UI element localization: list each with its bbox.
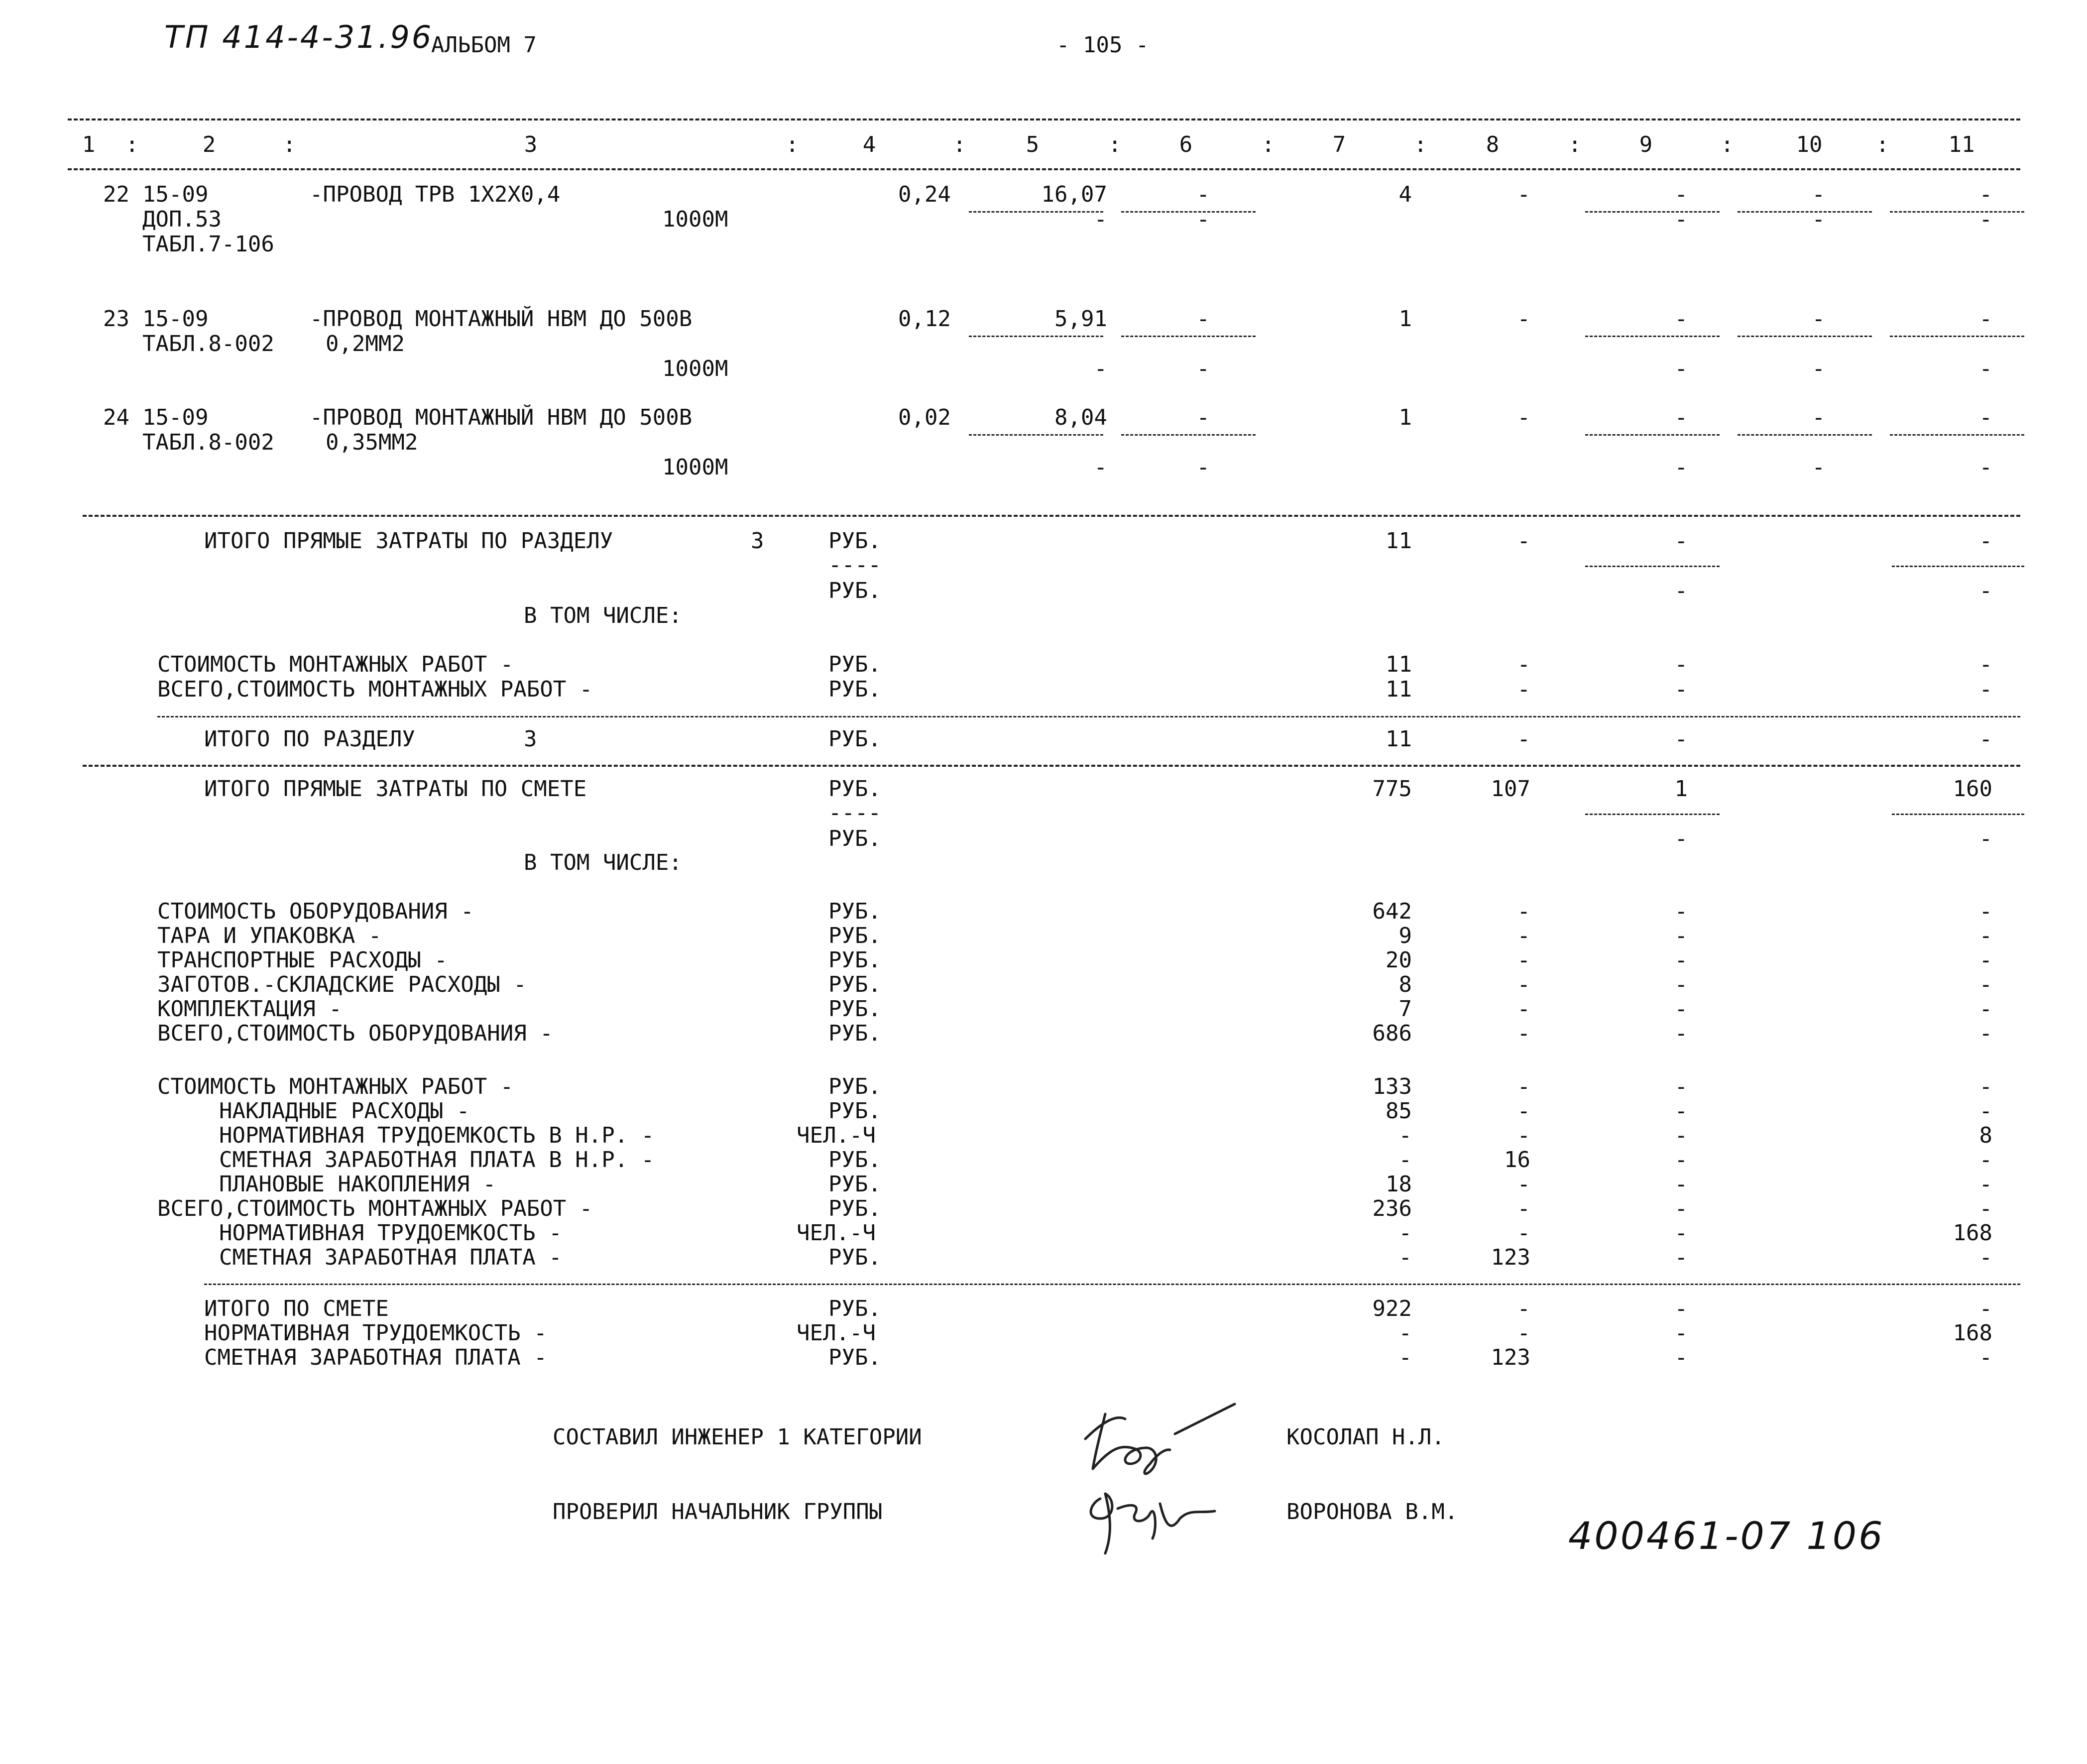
equipment-c11: - [1979, 1021, 1992, 1046]
including-label: В ТОМ ЧИСЛЕ: [524, 850, 682, 875]
column-separator: : [1108, 132, 1122, 157]
estimate-sub-c9: - [1674, 826, 1688, 851]
installation-c8: - [1517, 1196, 1530, 1221]
equipment-line-label: ЗАГОТОВ.-СКЛАДСКИЕ РАСХОДЫ - [157, 972, 527, 997]
equipment-c9: - [1674, 996, 1688, 1022]
installation-c7: 133 [1372, 1074, 1412, 1099]
row-name-spec: 0,35ММ2 [326, 430, 418, 455]
equipment-line-label: СТОИМОСТЬ ОБОРУДОВАНИЯ - [157, 899, 474, 924]
unit-label: РУБ. [828, 1296, 881, 1321]
equipment-c7: 8 [1398, 972, 1412, 997]
unit-label: РУБ. [828, 1098, 881, 1124]
equipment-c8: - [1517, 972, 1530, 997]
installation-c11: - [1979, 1147, 1992, 1173]
cell-sub-c6: - [1196, 207, 1210, 232]
row-ref: ТАБЛ.7-106 [142, 232, 274, 257]
cell-c11: - [1979, 405, 1992, 430]
equipment-c11: - [1979, 996, 1992, 1022]
estimate-total-c8: 123 [1491, 1345, 1530, 1370]
section-direct-c9: - [1674, 528, 1688, 554]
cell-subrule [1585, 566, 1720, 567]
column-separator: : [1262, 132, 1275, 157]
cell-c4: 0,24 [898, 182, 951, 207]
installation-c8: 16 [1504, 1147, 1530, 1173]
row-name-spec: 0,2ММ2 [326, 331, 405, 356]
installation-c9: - [1674, 1147, 1688, 1173]
column-header-9: 9 [1639, 132, 1653, 157]
signature-compiled [1070, 1394, 1240, 1479]
section-line-c11: - [1979, 652, 1992, 677]
row-number: 23 [103, 306, 129, 332]
column-header-4: 4 [862, 132, 876, 157]
estimate-top-rule [83, 765, 2020, 767]
cell-c11: - [1979, 182, 1992, 207]
row-unit: 1000М [662, 207, 728, 232]
installation-c7: 18 [1386, 1172, 1412, 1197]
row-unit: 1000М [662, 356, 728, 381]
cell-c10: - [1812, 405, 1825, 430]
cell-c8: - [1517, 306, 1530, 332]
cell-subrule [1890, 336, 2024, 337]
cell-c4: 0,02 [898, 405, 951, 430]
equipment-c7: 686 [1372, 1021, 1412, 1046]
estimate-total-c7: 922 [1372, 1296, 1412, 1321]
estimate-total-rule [204, 1284, 2020, 1285]
unit-label: РУБ. [828, 1074, 881, 1099]
equipment-c7: 7 [1398, 996, 1412, 1022]
row-ref: ТАБЛ.8-002 [142, 430, 274, 455]
row-ref: ДОП.53 [142, 207, 222, 232]
row-code: 15-09 [142, 405, 209, 430]
cell-sub-c10: - [1812, 455, 1825, 480]
cell-c9: - [1674, 405, 1688, 430]
installation-c9: - [1674, 1098, 1688, 1124]
cell-subrule [1585, 434, 1720, 436]
column-separator: : [953, 132, 966, 157]
unit-label: РУБ. [828, 1245, 881, 1270]
installation-c7: - [1398, 1245, 1412, 1270]
unit-rub: РУБ. [828, 826, 881, 851]
installation-c9: - [1674, 1245, 1688, 1270]
installation-line-label: СМЕТНАЯ ЗАРАБОТНАЯ ПЛАТА - [219, 1245, 562, 1270]
cell-subrule [1121, 434, 1256, 436]
unit-label: РУБ. [828, 1172, 881, 1197]
column-header-6: 6 [1179, 132, 1193, 157]
cell-subrule [1892, 566, 2024, 567]
installation-line-label: НАКЛАДНЫЕ РАСХОДЫ - [219, 1098, 470, 1124]
row-name: -ПРОВОД ТРВ 1X2X0,4 [310, 182, 561, 207]
equipment-c8: - [1517, 1021, 1530, 1046]
unit-rub: РУБ. [828, 947, 881, 973]
row-number: 22 [103, 182, 129, 207]
row-code: 15-09 [142, 182, 209, 207]
unit-label: РУБ. [828, 1196, 881, 1221]
cell-c4: 0,12 [898, 306, 951, 332]
unit-rub: РУБ. [828, 972, 881, 997]
section-line-label: СТОИМОСТЬ МОНТАЖНЫХ РАБОТ - [157, 652, 514, 677]
estimate-total-label: НОРМАТИВНАЯ ТРУДОЕМКОСТЬ - [204, 1320, 547, 1346]
installation-c11: - [1979, 1074, 1992, 1099]
column-header-8: 8 [1486, 132, 1500, 157]
section-line-c7: 11 [1386, 652, 1412, 677]
compiled-label: СОСТАВИЛ ИНЖЕНЕР 1 КАТЕГОРИИ [553, 1424, 922, 1450]
cell-subrule [969, 434, 1103, 436]
page-number: - 105 - [1056, 32, 1149, 58]
unit-rub: РУБ. [828, 996, 881, 1022]
column-header-2: 2 [202, 132, 216, 157]
cell-sub-c5: - [1094, 356, 1107, 381]
cell-sub-c9: - [1674, 356, 1688, 381]
row-ref: ТАБЛ.8-002 [142, 331, 274, 356]
column-header-10: 10 [1796, 132, 1823, 157]
equipment-c9: - [1674, 923, 1688, 948]
stamp-code: 400461-07 106 [1568, 1514, 1885, 1558]
column-separator: : [125, 132, 139, 157]
installation-c8: - [1517, 1074, 1530, 1099]
section-total-rule [157, 716, 2020, 717]
installation-line-label: СМЕТНАЯ ЗАРАБОТНАЯ ПЛАТА В Н.Р. - [219, 1147, 655, 1173]
installation-c7: - [1398, 1220, 1412, 1246]
row-name: -ПРОВОД МОНТАЖНЫЙ НВМ ДО 500В [310, 306, 693, 332]
estimate-total-c9: - [1674, 1296, 1688, 1321]
equipment-c7: 9 [1398, 923, 1412, 948]
section-direct-label: ИТОГО ПРЯМЫЕ ЗАТРАТЫ ПО РАЗДЕЛУ [204, 528, 613, 554]
cell-c9: - [1674, 306, 1688, 332]
column-separator: : [1876, 132, 1889, 157]
equipment-line-label: ТРАНСПОРТНЫЕ РАСХОДЫ - [157, 947, 448, 973]
cell-subrule [1121, 336, 1256, 337]
column-header-3: 3 [524, 132, 538, 157]
unit-rub: РУБ. [828, 726, 881, 752]
installation-c7: - [1398, 1123, 1412, 1148]
cell-c5: 16,07 [1041, 182, 1107, 207]
cell-c7: 4 [1398, 182, 1412, 207]
unit-dash: ---- [828, 552, 881, 578]
section-line-c9: - [1674, 677, 1688, 702]
installation-c7: 236 [1372, 1196, 1412, 1221]
estimate-direct-c7: 775 [1372, 776, 1412, 802]
equipment-c11: - [1979, 899, 1992, 924]
section-direct-c8: - [1517, 528, 1530, 554]
section-sub-c11: - [1979, 578, 1992, 603]
installation-c9: - [1674, 1172, 1688, 1197]
equipment-c8: - [1517, 923, 1530, 948]
section-top-rule [83, 515, 2020, 517]
estimate-direct-label: ИТОГО ПРЯМЫЕ ЗАТРАТЫ ПО СМЕТЕ [204, 776, 587, 802]
equipment-c9: - [1674, 1021, 1688, 1046]
estimate-sub-c11: - [1979, 826, 1992, 851]
equipment-c8: - [1517, 899, 1530, 924]
equipment-c8: - [1517, 996, 1530, 1022]
cell-c6: - [1196, 405, 1210, 430]
equipment-c11: - [1979, 972, 1992, 997]
estimate-total-c9: - [1674, 1320, 1688, 1346]
cell-sub-c11: - [1979, 207, 1992, 232]
section-number: 3 [524, 726, 537, 752]
estimate-total-c8: - [1517, 1320, 1530, 1346]
installation-c8: - [1517, 1172, 1530, 1197]
album-label: АЛЬБОМ 7 [431, 32, 537, 58]
equipment-line-label: ТАРА И УПАКОВКА - [157, 923, 382, 948]
equipment-c7: 642 [1372, 899, 1412, 924]
checked-name: ВОРОНОВА В.М. [1286, 1499, 1458, 1525]
column-separator: : [1568, 132, 1582, 157]
equipment-c9: - [1674, 899, 1688, 924]
equipment-line-label: КОМПЛЕКТАЦИЯ - [157, 996, 342, 1022]
cell-c9: - [1674, 182, 1688, 207]
installation-c9: - [1674, 1220, 1688, 1246]
cell-c7: 1 [1398, 405, 1412, 430]
unit-rub: РУБ. [828, 652, 881, 677]
cell-sub-c5: - [1094, 207, 1107, 232]
section-total-c11: - [1979, 726, 1992, 752]
unit-dash: ---- [828, 800, 881, 825]
header-bottom-rule [68, 168, 2020, 170]
installation-c8: - [1517, 1123, 1530, 1148]
cell-sub-c11: - [1979, 356, 1992, 381]
cell-sub-c10: - [1812, 207, 1825, 232]
installation-line-label: СТОИМОСТЬ МОНТАЖНЫХ РАБОТ - [157, 1074, 514, 1099]
row-name: -ПРОВОД МОНТАЖНЫЙ НВМ ДО 500В [310, 405, 693, 430]
section-line-c8: - [1517, 677, 1530, 702]
estimate-total-label: СМЕТНАЯ ЗАРАБОТНАЯ ПЛАТА - [204, 1345, 547, 1370]
section-sub-c9: - [1674, 578, 1688, 603]
section-number: 3 [751, 528, 764, 554]
row-unit: 1000М [662, 455, 728, 480]
installation-c8: - [1517, 1220, 1530, 1246]
cell-sub-c9: - [1674, 207, 1688, 232]
installation-line-label: ВСЕГО,СТОИМОСТЬ МОНТАЖНЫХ РАБОТ - [157, 1196, 593, 1221]
section-total-c9: - [1674, 726, 1688, 752]
cell-c6: - [1196, 306, 1210, 332]
installation-c8: - [1517, 1098, 1530, 1124]
cell-sub-c11: - [1979, 455, 1992, 480]
estimate-direct-c11: 160 [1953, 776, 1992, 802]
cell-c7: 1 [1398, 306, 1412, 332]
section-total-c7: 11 [1386, 726, 1412, 752]
estimate-direct-c9: 1 [1674, 776, 1688, 802]
unit-label: РУБ. [828, 1147, 881, 1173]
installation-line-label: НОРМАТИВНАЯ ТРУДОЕМКОСТЬ - [219, 1220, 562, 1246]
unit-label: ЧЕЛ.-Ч [797, 1123, 876, 1148]
section-total-c8: - [1517, 726, 1530, 752]
including-label: В ТОМ ЧИСЛЕ: [524, 603, 682, 628]
column-header-5: 5 [1026, 132, 1040, 157]
cell-c11: - [1979, 306, 1992, 332]
header-top-rule [68, 118, 2020, 120]
signature-checked [1070, 1474, 1220, 1558]
section-direct-c7: 11 [1386, 528, 1412, 554]
cell-subrule [1890, 434, 2024, 436]
compiled-name: КОСОЛАП Н.Л. [1286, 1424, 1445, 1450]
cell-sub-c9: - [1674, 455, 1688, 480]
installation-c9: - [1674, 1196, 1688, 1221]
equipment-c9: - [1674, 972, 1688, 997]
unit-rub: РУБ. [828, 528, 881, 554]
cell-subrule [1738, 336, 1872, 337]
cell-c6: - [1196, 182, 1210, 207]
installation-c8: 123 [1491, 1245, 1530, 1270]
section-line-c9: - [1674, 652, 1688, 677]
equipment-c7: 20 [1386, 947, 1412, 973]
equipment-c8: - [1517, 947, 1530, 973]
estimate-total-label: ИТОГО ПО СМЕТЕ [204, 1296, 389, 1321]
installation-line-label: ПЛАНОВЫЕ НАКОПЛЕНИЯ - [219, 1172, 496, 1197]
estimate-total-c11: - [1979, 1345, 1992, 1370]
cell-c5: 5,91 [1054, 306, 1107, 332]
unit-label: ЧЕЛ.-Ч [797, 1220, 876, 1246]
cell-c10: - [1812, 182, 1825, 207]
section-line-c8: - [1517, 652, 1530, 677]
column-header-7: 7 [1332, 132, 1346, 157]
estimate-total-c7: - [1398, 1320, 1412, 1346]
document-code: ТП 414-4-31.96 [164, 19, 434, 55]
section-total-label: ИТОГО ПО РАЗДЕЛУ [204, 726, 415, 752]
estimate-total-c7: - [1398, 1345, 1412, 1370]
unit-rub: РУБ. [828, 776, 881, 802]
equipment-line-label: ВСЕГО,СТОИМОСТЬ ОБОРУДОВАНИЯ - [157, 1021, 553, 1046]
installation-c9: - [1674, 1123, 1688, 1148]
column-separator: : [1414, 132, 1427, 157]
row-number: 24 [103, 405, 129, 430]
cell-sub-c6: - [1196, 356, 1210, 381]
installation-c11: 168 [1953, 1220, 1992, 1246]
column-header-11: 11 [1948, 132, 1975, 157]
installation-c11: 8 [1979, 1123, 1992, 1148]
estimate-total-c9: - [1674, 1345, 1688, 1370]
installation-c9: - [1674, 1074, 1688, 1099]
installation-c11: - [1979, 1245, 1992, 1270]
installation-c7: 85 [1386, 1098, 1412, 1124]
checked-label: ПРОВЕРИЛ НАЧАЛЬНИК ГРУППЫ [553, 1499, 883, 1525]
unit-rub: РУБ. [828, 923, 881, 948]
estimate-total-c11: - [1979, 1296, 1992, 1321]
column-header-1: 1 [82, 132, 96, 157]
equipment-c9: - [1674, 947, 1688, 973]
column-separator: : [786, 132, 799, 157]
cell-c8: - [1517, 182, 1530, 207]
unit-rub: РУБ. [828, 578, 881, 603]
cell-c5: 8,04 [1054, 405, 1107, 430]
section-line-label: ВСЕГО,СТОИМОСТЬ МОНТАЖНЫХ РАБОТ - [157, 677, 593, 702]
cell-subrule [1585, 336, 1720, 337]
row-code: 15-09 [142, 306, 209, 332]
estimate-total-c11: 168 [1953, 1320, 1992, 1346]
unit-rub: РУБ. [828, 899, 881, 924]
cell-sub-c10: - [1812, 356, 1825, 381]
installation-c11: - [1979, 1172, 1992, 1197]
estimate-total-c8: - [1517, 1296, 1530, 1321]
unit-rub: РУБ. [828, 1021, 881, 1046]
section-line-c11: - [1979, 677, 1992, 702]
equipment-c11: - [1979, 947, 1992, 973]
unit-label: ЧЕЛ.-Ч [797, 1320, 876, 1346]
installation-c7: - [1398, 1147, 1412, 1173]
column-separator: : [283, 132, 296, 157]
equipment-c11: - [1979, 923, 1992, 948]
cell-c8: - [1517, 405, 1530, 430]
installation-c11: - [1979, 1196, 1992, 1221]
section-direct-c11: - [1979, 528, 1992, 554]
cell-subrule [1738, 434, 1872, 436]
cell-c10: - [1812, 306, 1825, 332]
cell-subrule [1585, 814, 1720, 815]
cell-sub-c6: - [1196, 455, 1210, 480]
column-separator: : [1721, 132, 1734, 157]
unit-label: РУБ. [828, 1345, 881, 1370]
unit-rub: РУБ. [828, 677, 881, 702]
installation-line-label: НОРМАТИВНАЯ ТРУДОЕМКОСТЬ В Н.Р. - [219, 1123, 655, 1148]
cell-subrule [1892, 814, 2024, 815]
cell-subrule [969, 336, 1103, 337]
cell-sub-c5: - [1094, 455, 1107, 480]
installation-c11: - [1979, 1098, 1992, 1124]
estimate-direct-c8: 107 [1491, 776, 1530, 802]
section-line-c7: 11 [1386, 677, 1412, 702]
